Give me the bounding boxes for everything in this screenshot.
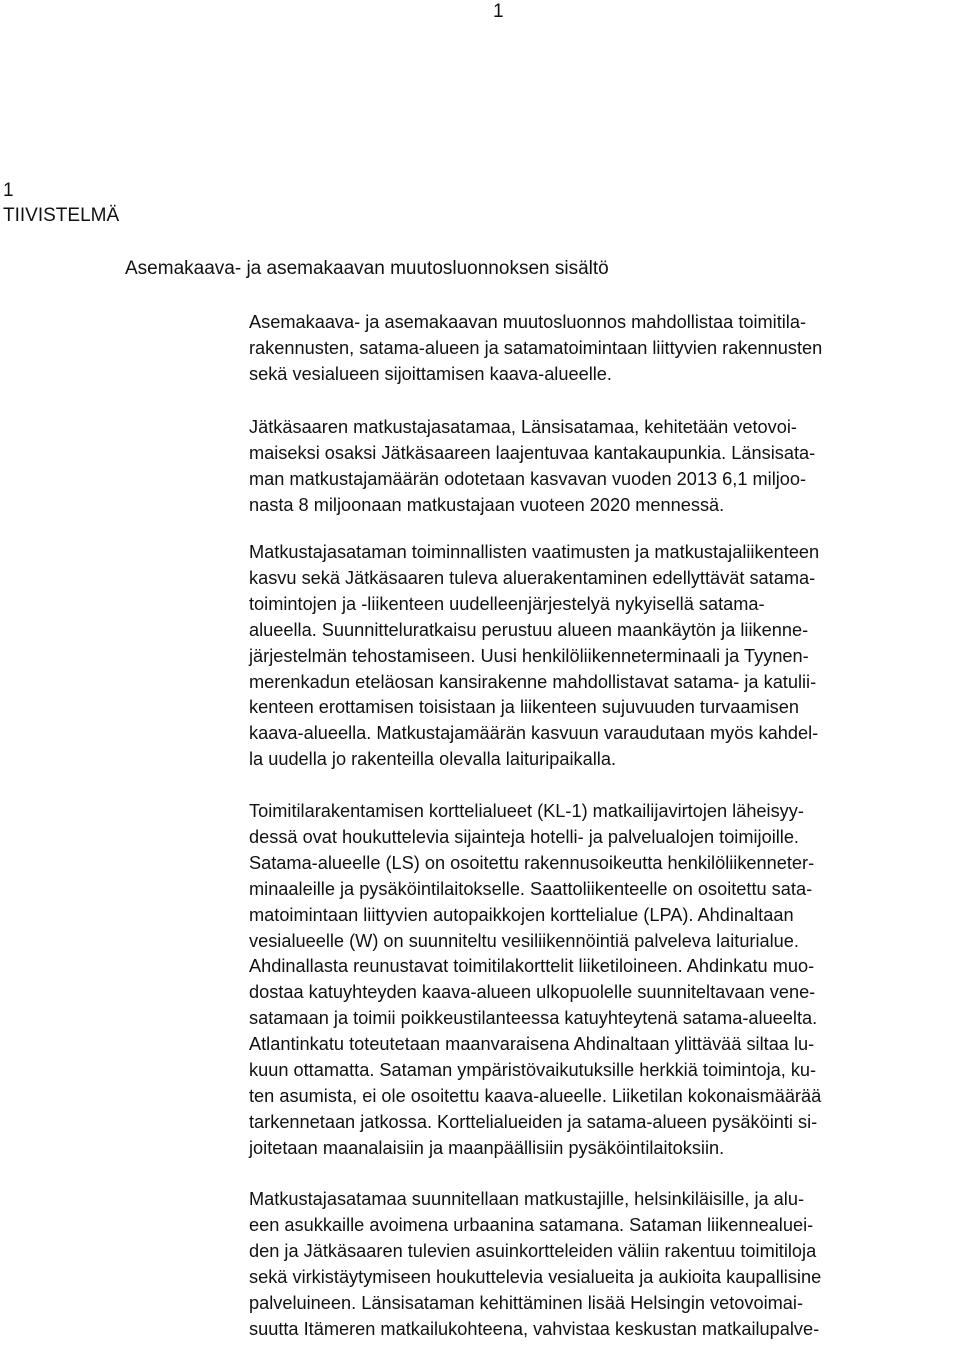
paragraph-line: matoimintaan liittyvien autopaikkojen korttelialue (LPA). Ahdinaltaan <box>249 904 794 925</box>
paragraph-line: suutta Itämeren matkailukohteena, vahvistaa keskustan matkailupalve- <box>249 1318 820 1339</box>
paragraph-line: järjestelmän tehostamiseen. Uusi henkilöliikenneterminaali ja Tyynen- <box>249 645 809 666</box>
paragraph <box>249 310 822 388</box>
paragraph-line: joitetaan maanalaisiin ja maanpäällisiin pysäköintilaitoksiin. <box>249 1137 725 1158</box>
paragraph-line: Jätkäsaaren matkustajasatamaa, Länsisatamaa, kehitetään vetovoi- <box>249 417 797 437</box>
paragraph-line: Ahdinallasta reunustavat toimitilakorttelit liiketiloineen. Ahdinkatu muo- <box>249 956 815 977</box>
paragraph <box>249 540 819 773</box>
paragraph-line: maiseksi osaksi Jätkäsaareen laajentuvaa kantakaupunkia. Länsisata- <box>249 442 816 463</box>
paragraph-line: Toimitilarakentamisen korttelialueet (KL-1) matkailijavirtojen läheisyy- <box>249 801 804 821</box>
section-number: 1 <box>3 180 14 201</box>
paragraph-line: rakennusten, satama-alueen ja satamatoimintaan liittyvien rakennusten <box>249 337 823 358</box>
paragraph-line: sekä virkistäytymiseen houkuttelevia vesialueita ja aukioita kaupallisine <box>249 1266 822 1287</box>
section-subheading: Asemakaava- ja asemakaavan muutosluonnoksen sisältö <box>125 258 609 279</box>
paragraph <box>249 415 815 519</box>
paragraph-line: Atlantinkatu toteutetaan maanvaraisena Ahdinaltaan ylittävää siltaa lu- <box>249 1034 815 1055</box>
paragraph-line: den ja Jätkäsaaren tulevien asuinkortteleiden väliin rakentuu toimitiloja <box>249 1240 817 1261</box>
page-number: 1 <box>493 1 504 22</box>
paragraph-line: Matkustajasatamaa suunnitellaan matkustajille, helsinkiläisille, ja alu- <box>249 1189 804 1209</box>
paragraph-line: Matkustajasataman toiminnallisten vaatimusten ja matkustajaliikenteen <box>249 542 820 562</box>
paragraph-line: kaava-alueella. Matkustajamäärän kasvuun varaudutaan myös kahdel- <box>249 723 819 744</box>
paragraph-line: alueella. Suunnitteluratkaisu perustuu alueen maankäytön ja liikenne- <box>249 619 809 640</box>
paragraph-line: kenteen erottamisen toisistaan ja liikenteen sujuvuuden turvaamisen <box>249 697 799 718</box>
paragraph-line: kasvu sekä Jätkäsaaren tuleva aluerakentaminen edellyttävät satama- <box>249 567 816 588</box>
paragraph-line: nasta 8 miljoonaan matkustajaan vuoteen 2020 mennessä. <box>249 494 725 515</box>
section-title: TIIVISTELMÄ <box>3 205 120 226</box>
paragraph-line: kuun ottamatta. Sataman ympäristövaikutuksille herkkiä toimintoja, ku- <box>249 1060 817 1081</box>
paragraph-line: een asukkaille avoimena urbaanina satamana. Sataman liikennealuei- <box>249 1214 814 1235</box>
paragraph-line: man matkustajamäärän odotetaan kasvavan vuoden 2013 6,1 miljoo- <box>249 468 807 489</box>
paragraph-line: palveluineen. Länsisataman kehittäminen lisää Helsingin vetovoimai- <box>249 1292 804 1313</box>
paragraph-line: satamaan ja toimii poikkeustilanteessa katuyhteytenä satama-alueelta. <box>249 1008 818 1029</box>
paragraph <box>249 799 821 1162</box>
paragraph-line: ten asumista, ei ole osoitettu kaava-alueelle. Liiketilan kokonaismäärää <box>249 1085 822 1106</box>
paragraph-line: sekä vesialueen sijoittamisen kaava-alueelle. <box>249 363 612 384</box>
paragraph-line: tarkennetaan jatkossa. Korttelialueiden ja satama-alueen pysäköinti si- <box>249 1111 818 1132</box>
paragraph <box>249 1187 821 1342</box>
paragraph-line: dostaa katuyhteyden kaava-alueen ulkopuolelle suunniteltavaan vene- <box>249 982 816 1003</box>
paragraph-line: vesialueelle (W) on suunniteltu vesiliikennöintiä palveleva laiturialue. <box>249 930 799 951</box>
paragraph-line: Satama-alueelle (LS) on osoitettu rakennusoikeutta henkilöliikenneter- <box>249 852 815 873</box>
paragraph-line: minaaleille ja pysäköintilaitokselle. Saattoliikenteelle on osoitettu sata- <box>249 878 813 899</box>
paragraph-line: merenkadun eteläosan kansirakenne mahdollistavat satama- ja katulii- <box>249 671 817 692</box>
paragraph-line: dessä ovat houkuttelevia sijainteja hotelli- ja palvelualojen toimijoille. <box>249 826 799 847</box>
paragraph-line: toimintojen ja -liikenteen uudelleenjärjestelyä nykyisellä satama- <box>249 593 765 614</box>
paragraph-line: la uudella jo rakenteilla olevalla laituripaikalla. <box>249 749 617 770</box>
paragraph-line: Asemakaava- ja asemakaavan muutosluonnos mahdollistaa toimitila- <box>249 312 807 332</box>
